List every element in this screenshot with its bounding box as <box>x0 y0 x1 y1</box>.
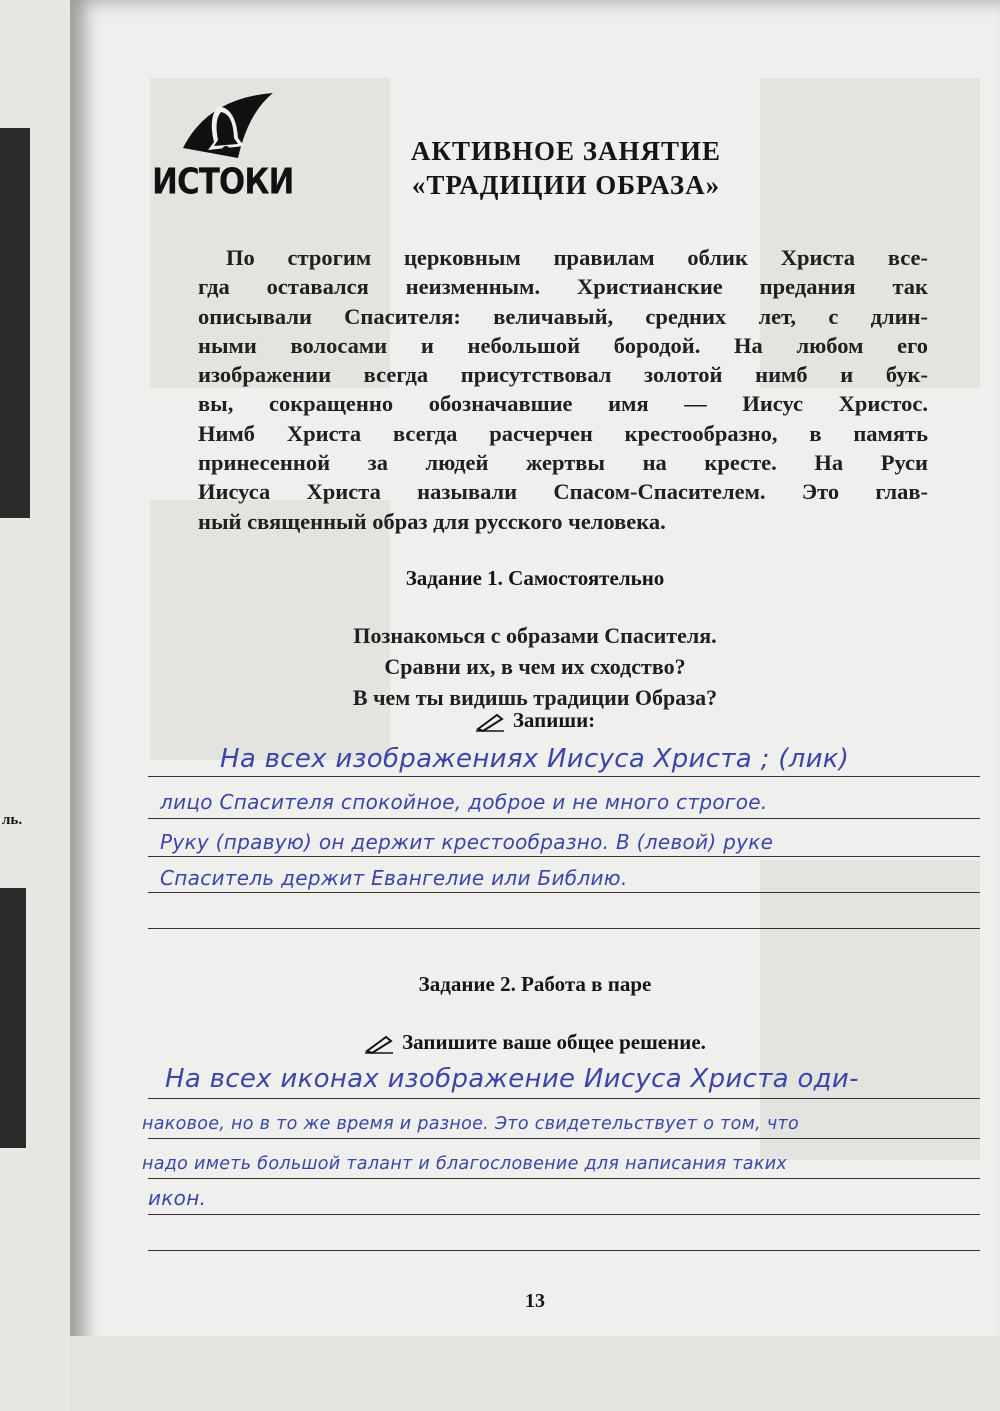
handwritten-answer-line: лицо Спасителя спокойное, доброе и не много строгое. <box>160 790 768 814</box>
writing-line[interactable] <box>148 1098 980 1099</box>
task1-line: Сравни их, в чем их сходство? <box>384 654 686 679</box>
handwritten-answer-line: На всех изображениях Иисуса Христа ; (лик) <box>220 744 850 774</box>
intro-paragraph <box>198 243 928 536</box>
handwritten-answer-line: Спаситель держит Евангелие или Библию. <box>160 866 628 890</box>
task1-write-label <box>70 708 1000 733</box>
istoki-logo <box>148 88 294 208</box>
adjacent-page-image <box>0 128 30 518</box>
handwritten-answer-line: наковое, но в то же время и разное. Это свидетельствует о том, что <box>142 1114 799 1134</box>
paragraph-line: вы, сокращенно обозначавшие имя — Иисус Христос. <box>198 391 928 417</box>
task1-instructions <box>70 620 1000 713</box>
writing-line[interactable] <box>148 856 980 857</box>
paragraph-line: ный священный образ для русского человека. <box>198 508 666 534</box>
handwritten-answer-line: икон. <box>148 1186 207 1210</box>
writing-line[interactable] <box>148 1138 980 1139</box>
writing-line[interactable] <box>148 1178 980 1179</box>
paragraph-line: принесенной за людей жертвы на кресте. На Руси <box>198 450 928 476</box>
page-number: 13 <box>525 1290 545 1312</box>
task2-write-label <box>70 1030 1000 1055</box>
task2-heading: Задание 2. Работа в паре <box>418 972 652 996</box>
paragraph-line: ными волосами и небольшой бородой. На любом его <box>198 332 928 358</box>
task1-heading: Задание 1. Самостоятельно <box>405 566 665 590</box>
writing-line[interactable] <box>148 892 980 893</box>
lesson-title-line2: «ТРАДИЦИИ ОБРАЗА» <box>411 170 721 200</box>
handwritten-answer-line: надо иметь большой талант и благословение для написания таких <box>142 1154 788 1174</box>
writing-line[interactable] <box>148 1250 980 1251</box>
writing-line[interactable] <box>148 1214 980 1215</box>
task1-line: Познакомься с образами Спасителя. <box>353 623 717 648</box>
handwritten-answer-line: Руку (правую) он держит крестообразно. В (левой) руке <box>160 830 774 854</box>
workbook-page <box>70 0 1000 1411</box>
paragraph-line: Иисуса Христа называли Спасом-Спасителем. Это глав- <box>198 479 928 505</box>
adjacent-page-image <box>0 888 26 1148</box>
task1-line: В чем ты видишь традиции Образа? <box>352 685 718 710</box>
logo-text: ИСТОКИ <box>152 161 294 203</box>
pen-icon <box>364 1034 394 1054</box>
write-label-text: Запишите ваше общее решение. <box>402 1030 706 1054</box>
paragraph-line: Нимб Христа всегда расчерчен крестообразно, в память <box>198 420 928 446</box>
adjacent-page-text-fragment: ль. <box>2 812 23 828</box>
writing-line[interactable] <box>148 928 980 929</box>
bell-icon <box>178 88 278 168</box>
lesson-title-line1: АКТИВНОЕ ЗАНЯТИЕ <box>410 136 722 166</box>
page-bottom-band <box>70 1336 1000 1411</box>
write-label-text: Запиши: <box>512 708 596 732</box>
paragraph-line: описывали Спасителя: величавый, средних лет, с длин- <box>198 303 928 329</box>
handwritten-answer-line: На всех иконах изображение Иисуса Христа оди- <box>165 1064 859 1094</box>
paragraph-line: гда оставался неизменным. Христианские предания так <box>198 274 928 300</box>
paragraph-line: изображении всегда присутствовал золотой нимб и бук- <box>198 362 928 388</box>
paragraph-line: По строгим церковным правилам облик Христа все- <box>226 245 928 270</box>
pen-icon <box>475 712 505 732</box>
writing-line[interactable] <box>148 818 980 819</box>
writing-line[interactable] <box>148 776 980 777</box>
adjacent-page-strip <box>0 0 72 1411</box>
